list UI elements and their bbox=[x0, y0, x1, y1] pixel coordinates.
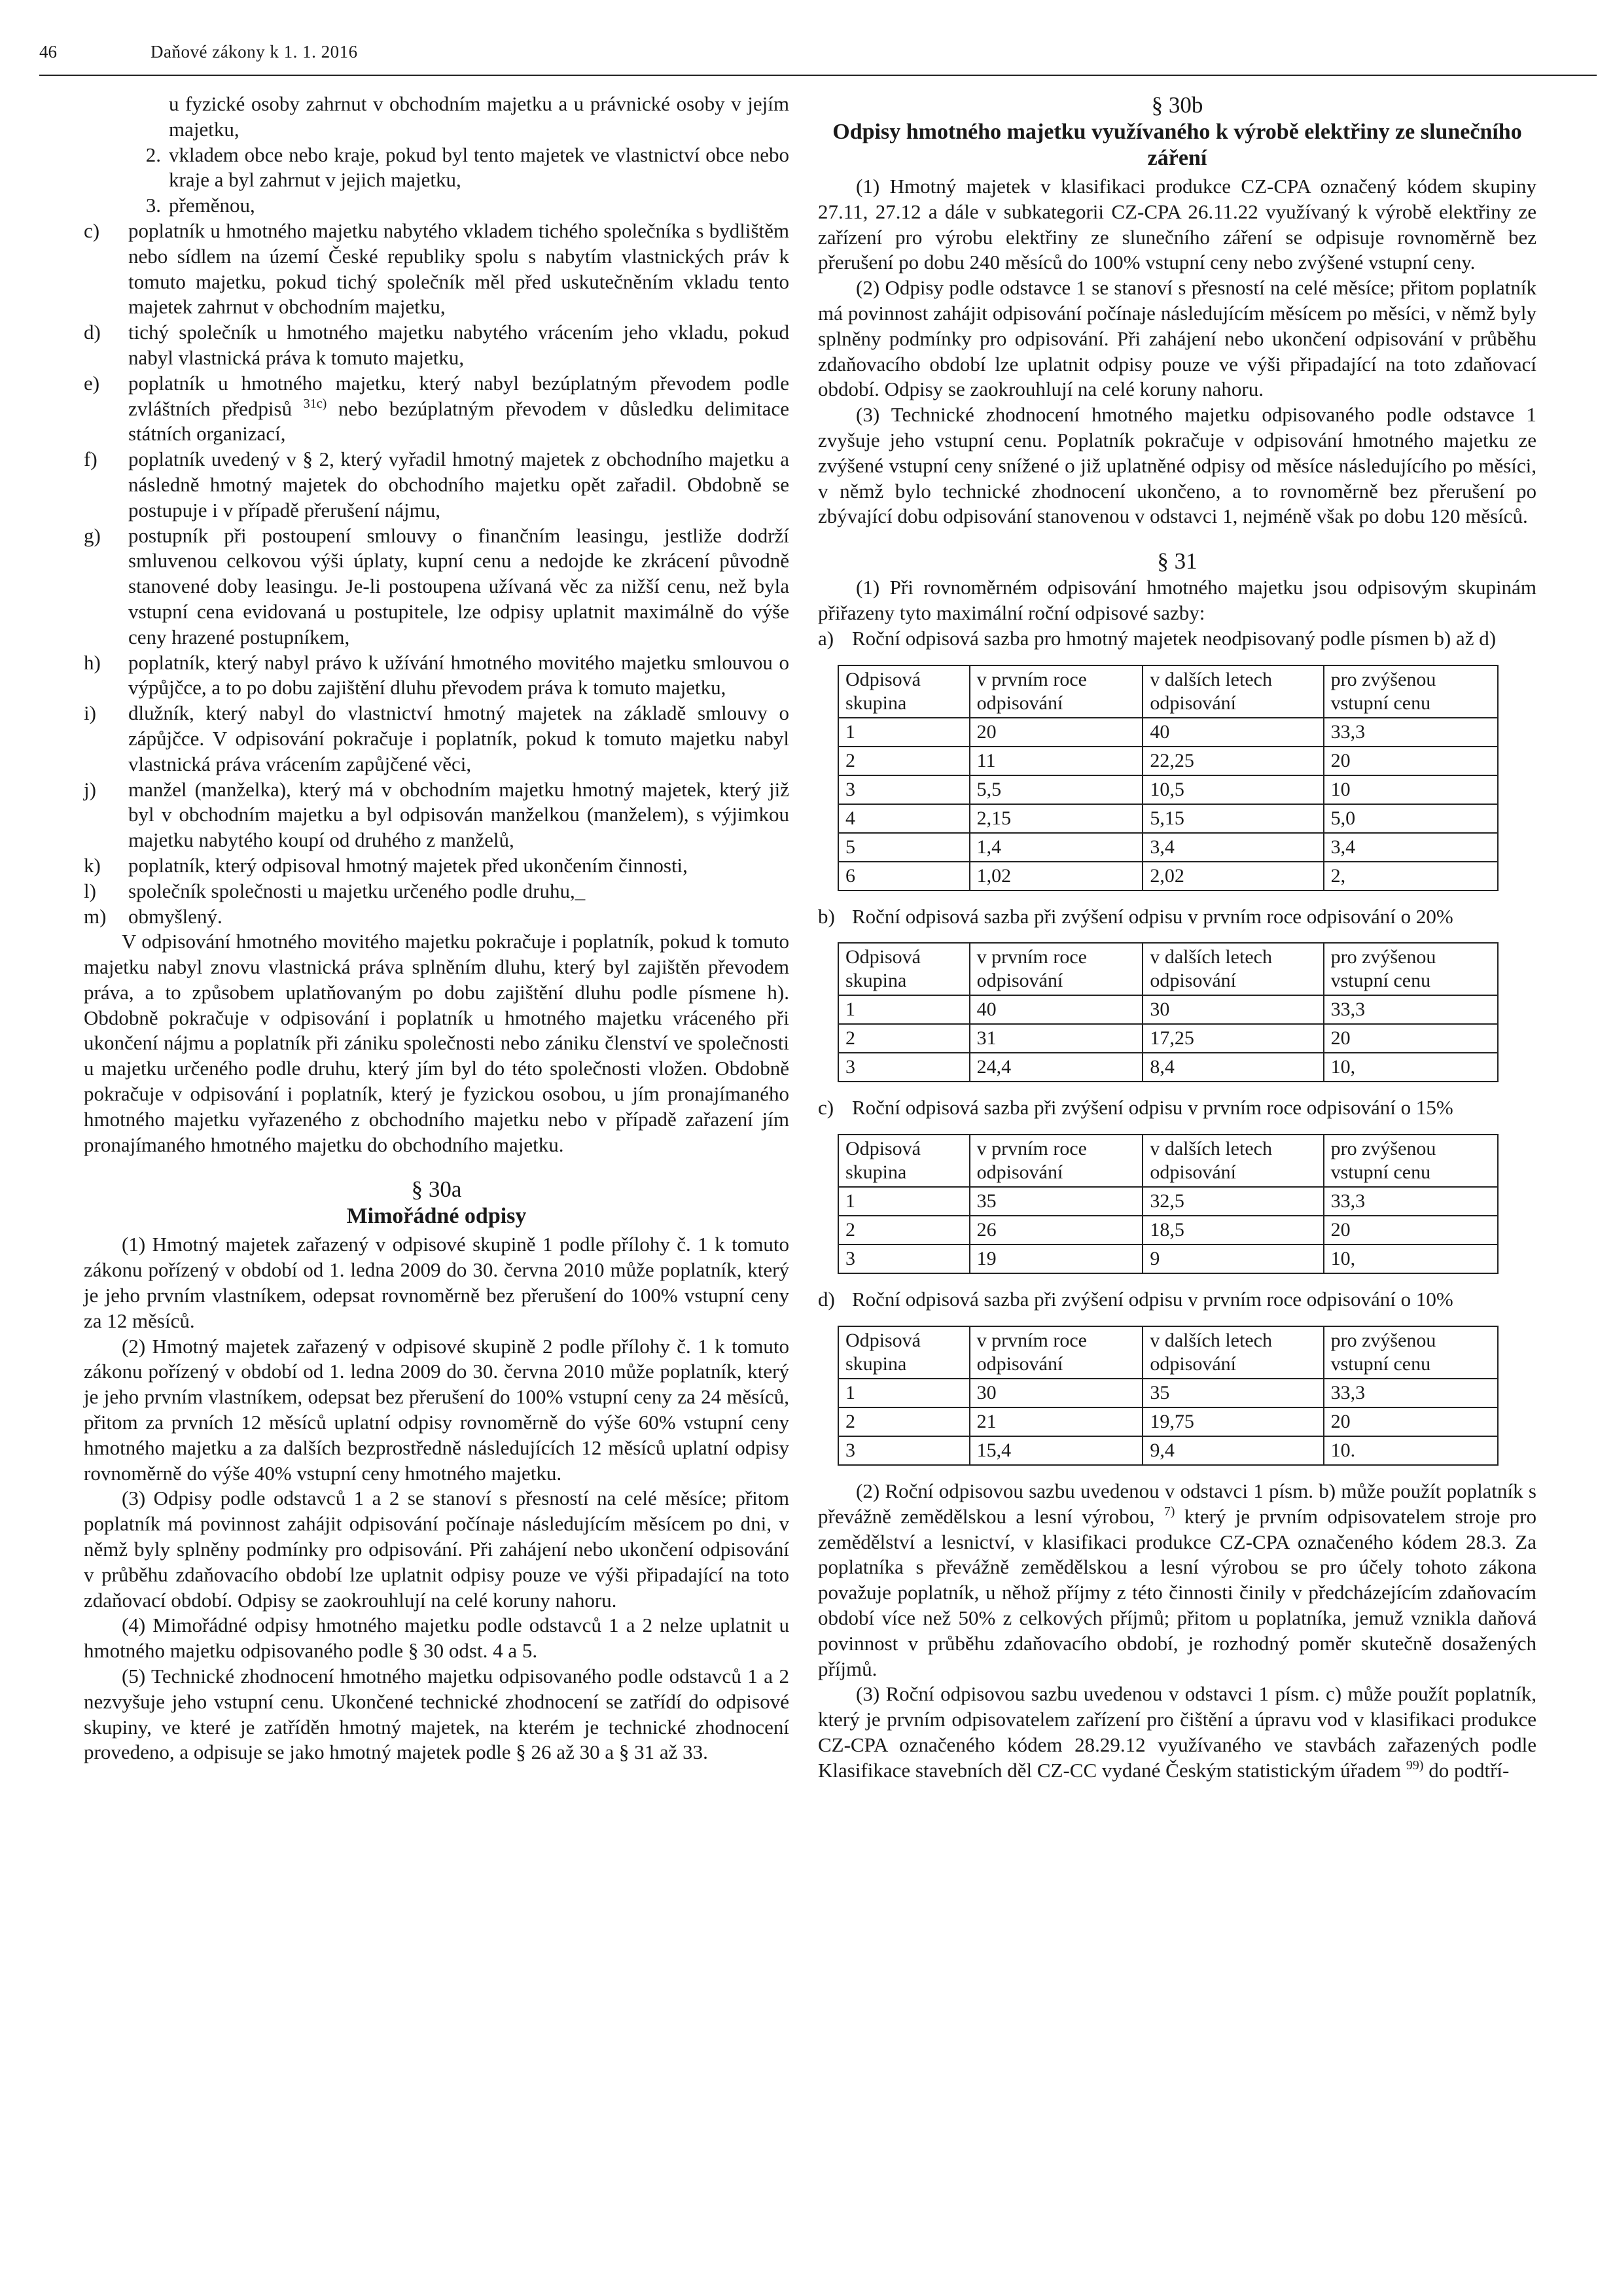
table-cell: 40 bbox=[1143, 718, 1323, 747]
page-header bbox=[39, 41, 1597, 76]
paragraph: (1) Při rovnoměrném odpisování hmotného majetku jsou odpisovým skupinám přiřazeny tyto maximální roční odpisové sazby: bbox=[818, 576, 1536, 624]
table-cell: 18,5 bbox=[1143, 1216, 1323, 1245]
table-cell: 10 bbox=[1324, 775, 1498, 804]
rate-table-c bbox=[838, 1134, 1499, 1274]
list-text: vkladem obce nebo kraje, pokud byl tento majetek ve vlastnictví obce nebo kraje a byl zahrnut v jejich majetku, bbox=[169, 143, 789, 192]
table-cell: 2, bbox=[1324, 862, 1498, 891]
table-cell: 3 bbox=[838, 1245, 970, 1273]
section-number: § 31 bbox=[1157, 548, 1198, 574]
footnote-ref: 99) bbox=[1406, 1757, 1424, 1773]
section-number: § 30a bbox=[411, 1176, 462, 1203]
table-header-cell: v dalších letech odpisování bbox=[1143, 1326, 1323, 1379]
list-marker: b) bbox=[818, 904, 835, 928]
table-cell: 9,4 bbox=[1143, 1436, 1323, 1465]
rate-table-a bbox=[838, 665, 1499, 891]
list-marker: g) bbox=[84, 523, 101, 547]
table-cell: 10,5 bbox=[1143, 775, 1323, 804]
table-cell: 2,15 bbox=[970, 804, 1143, 833]
table-row bbox=[838, 833, 1498, 862]
paragraph: (5) Technické zhodnocení hmotného majetku odpisovaného podle odstavců 1 a 2 nezvyšuje jeho vstupní cenu. Ukončené technické zhodnocení se zatřídí do odpisové skupiny, ve které je zatříděn hmotný majetek, na kterém je technické zhodnocení provedeno, a odpisuje se jako hmotný majetek podle § 26 až 30 a § 31 až 33. bbox=[84, 1665, 789, 1764]
section-title: Odpisy hmotného majetku využívaného k výrobě elektřiny ze slunečního záření bbox=[832, 120, 1522, 170]
table-caption-b bbox=[818, 904, 1536, 930]
list-text-part: poplatník u hmotného majetku, který nabyl bezúplatným převodem podle zvláštních předpisů bbox=[128, 371, 789, 420]
table-cell: 1 bbox=[838, 1379, 970, 1407]
footnote-ref: 7) bbox=[1163, 1504, 1175, 1519]
table-cell: 5,15 bbox=[1143, 804, 1323, 833]
rate-table-d bbox=[838, 1326, 1499, 1466]
list-marker: d) bbox=[818, 1288, 835, 1311]
table-row bbox=[838, 1216, 1498, 1245]
table-cell: 3,4 bbox=[1324, 833, 1498, 862]
list-item-m bbox=[84, 904, 789, 930]
table-cell: 33,3 bbox=[1324, 1379, 1498, 1407]
table-header-row bbox=[838, 665, 1498, 718]
table-cell: 33,3 bbox=[1324, 1187, 1498, 1216]
list-marker: e) bbox=[84, 371, 100, 395]
list-text: přeměnou, bbox=[169, 194, 255, 217]
table-cell: 31 bbox=[970, 1024, 1143, 1053]
list-item-c bbox=[84, 219, 789, 320]
table-row bbox=[838, 1379, 1498, 1407]
table-cell: 21 bbox=[970, 1407, 1143, 1436]
list-marker: a) bbox=[818, 626, 834, 650]
table-cell: 22,25 bbox=[1143, 747, 1323, 775]
table-header-cell: v prvním roce odpisování bbox=[970, 943, 1143, 995]
table-cell: 3 bbox=[838, 1053, 970, 1082]
table-cell: 33,3 bbox=[1324, 995, 1498, 1024]
list-marker: l) bbox=[84, 879, 96, 902]
table-cell: 2 bbox=[838, 1407, 970, 1436]
paragraph bbox=[818, 1479, 1536, 1682]
continued-text: u fyzické osoby zahrnut v obchodním majetku a u právnické osoby v jejím majetku, bbox=[169, 92, 789, 141]
list-text: dlužník, který nabyl do vlastnictví hmotný majetek na základě smlouvy o zápůjčce. V odpisování pokračuje i poplatník, pokud k tomuto majetku nabyl vlastnická práva vrácením zapůjčené věci, bbox=[128, 701, 789, 775]
table-header-cell: pro zvýšenou vstupní cenu bbox=[1324, 943, 1498, 995]
list-item-d bbox=[84, 320, 789, 371]
table-header-cell: Odpisová skupina bbox=[838, 1326, 970, 1379]
table-header-cell: v dalších letech odpisování bbox=[1143, 943, 1323, 995]
table-cell: 10, bbox=[1324, 1053, 1498, 1082]
table-cell: 30 bbox=[1143, 995, 1323, 1024]
table-row bbox=[838, 1245, 1498, 1273]
table-row bbox=[838, 718, 1498, 747]
table-cell: 32,5 bbox=[1143, 1187, 1323, 1216]
table-cell: 8,4 bbox=[1143, 1053, 1323, 1082]
paragraph-part: (3) Roční odpisovou sazbu uvedenou v odstavci 1 písm. c) může použít poplatník, který je prvním odpisovatelem zařízení pro čištění a úpravu vod v klasifikaci produkce CZ-CPA označeného kódem 28.29.12 využívaného ve stavbách zařazených podle Klasifikace stavebních děl CZ-CC vydané Českým statistickým úřadem bbox=[818, 1682, 1536, 1782]
list-text: manžel (manželka), který má v obchodním majetku hmotný majetek, který již byl v obchodním majetku a byl odpisován manželkou (manželem), s výjimkou majetku nabytého koupí od druhého z manželů, bbox=[128, 777, 789, 852]
paragraph: (3) Odpisy podle odstavců 1 a 2 se stanoví s přesností na celé měsíce; přitom poplatník má povinnost zahájit odpisování počínaje následujícím měsícem po dni, v němž byly splněny podmínky pro odpisování. Při zahájení nebo ukončení odpisování v průběhu zdaňovacího období lze uplatnit odpisy pouze ve výši připadající na toto zdaňovací období. Odpisy se zaokrouhlují na celé koruny nahoru. bbox=[84, 1487, 789, 1612]
left-column bbox=[84, 92, 789, 1765]
list-text: poplatník u hmotného majetku nabytého vkladem tichého společníka s bydlištěm nebo sídlem na území České republiky spolu s nabytím vlastnických práv k tomuto majetku, pokud tichý společník měl před uskutečněním vkladu tento majetek zahrnut v obchodním majetku, bbox=[128, 219, 789, 319]
section-title: Mimořádné odpisy bbox=[346, 1204, 527, 1229]
right-column bbox=[818, 92, 1536, 1784]
list-item-l bbox=[84, 879, 789, 904]
table-caption: Roční odpisová sazba při zvýšení odpisu v prvním roce odpisování o 20% bbox=[852, 904, 1453, 928]
list-item-2 bbox=[84, 143, 789, 194]
paragraph-part: (2) Roční odpisovou sazbu uvedenou v odstavci 1 písm. b) může použít poplatník s převážně zemědělskou a lesní výrobou, bbox=[818, 1479, 1536, 1528]
section-number: § 30b bbox=[1151, 92, 1203, 118]
table-header-cell: v dalších letech odpisování bbox=[1143, 665, 1323, 718]
table-cell: 1,4 bbox=[970, 833, 1143, 862]
table-cell: 35 bbox=[970, 1187, 1143, 1216]
table-cell: 20 bbox=[970, 718, 1143, 747]
table-cell: 11 bbox=[970, 747, 1143, 775]
list-marker: c) bbox=[818, 1096, 834, 1120]
list-item-f bbox=[84, 447, 789, 523]
table-cell: 24,4 bbox=[970, 1053, 1143, 1082]
paragraph bbox=[818, 1682, 1536, 1783]
table-cell: 20 bbox=[1324, 1216, 1498, 1245]
table-cell: 19 bbox=[970, 1245, 1143, 1273]
table-cell: 2 bbox=[838, 1216, 970, 1245]
table-cell: 19,75 bbox=[1143, 1407, 1323, 1436]
paragraph: (4) Mimořádné odpisy hmotného majetku podle odstavců 1 a 2 nelze uplatnit u hmotného majetku odpisovaného podle § 30 odst. 4 a 5. bbox=[84, 1614, 789, 1663]
paragraph: (2) Hmotný majetek zařazený v odpisové skupině 2 podle přílohy č. 1 k tomuto zákonu pořízený v období od 1. ledna 2009 do 30. června 2010 může poplatník, který je jeho prvním vlastníkem, odepsat bez přerušení do 100% vstupní ceny za 24 měsíců, přitom za prvních 12 měsíců uplatní odpisy rovnoměrně do výše 60% vstupní ceny hmotného majetku a za dalších bezprostředně následujících 12 měsíců uplatní odpisy rovnoměrně do výše 40% vstupní ceny hmotného majetku. bbox=[84, 1334, 789, 1485]
table-header-cell: v dalších letech odpisování bbox=[1143, 1135, 1323, 1187]
list-item-g bbox=[84, 523, 789, 650]
table-cell: 30 bbox=[970, 1379, 1143, 1407]
paragraph: (2) Odpisy podle odstavce 1 se stanoví s přesností na celé měsíce; přitom poplatník má povinnost zahájit odpisování počínaje následujícím měsícem po měsíci, v němž byly splněny podmínky pro odpisování. Při zahájení nebo ukončení odpisování v průběhu zdaňovacího období lze uplatnit odpisy pouze ve výši připadající na toto zdaňovací období. Odpisy se zaokrouhlují na celé koruny nahoru. bbox=[818, 276, 1536, 401]
table-header-cell: v prvním roce odpisování bbox=[970, 1135, 1143, 1187]
list-text: obmyšlený. bbox=[128, 904, 222, 928]
list-marker: d) bbox=[84, 321, 101, 344]
list-marker: 2. bbox=[145, 143, 161, 166]
list-marker: h) bbox=[84, 650, 101, 674]
table-caption-d bbox=[818, 1287, 1536, 1313]
table-cell: 5,5 bbox=[970, 775, 1143, 804]
list-marker: m) bbox=[84, 904, 107, 928]
table-cell: 26 bbox=[970, 1216, 1143, 1245]
table-row bbox=[838, 995, 1498, 1024]
list-marker: 3. bbox=[145, 194, 161, 217]
table-caption: Roční odpisová sazba při zvýšení odpisu v prvním roce odpisování o 10% bbox=[852, 1288, 1453, 1311]
table-header-cell: Odpisová skupina bbox=[838, 665, 970, 718]
table-cell: 40 bbox=[970, 995, 1143, 1024]
table-cell: 6 bbox=[838, 862, 970, 891]
table-header-cell: v prvním roce odpisování bbox=[970, 665, 1143, 718]
list-item-e bbox=[84, 371, 789, 447]
table-cell: 1 bbox=[838, 718, 970, 747]
paragraph: (1) Hmotný majetek v klasifikaci produkce CZ-CPA označený kódem skupiny 27.11, 27.12 a dále v subkategorii CZ-CPA 26.11.22 využívaný k výrobě elektřiny ze zařízení pro výrobu elektřiny ze slunečního záření se odpisuje rovnoměrně bez přerušení po dobu 240 měsíců do 100% vstupní ceny nebo zvýšené vstupní ceny. bbox=[818, 175, 1536, 274]
paragraph-part: který je prvním odpisovatelem stroje pro zemědělství a lesnictví, v klasifikaci produkce CZ-CPA označeného kódem 28.3. Za poplatníka s převážně zemědělskou a lesní výrobou se pro účely tohoto zákona považuje poplatník, u něhož příjmy z této činnosti činily v předcházejícím zdaňovacím období více než 50% z celkových příjmů; přitom u poplatníka, jemuž vznikla daňová povinnost v průběhu zdaňovacího období, je rozhodný poměr skutečně dosažených příjmů. bbox=[818, 1504, 1536, 1680]
table-cell: 1 bbox=[838, 1187, 970, 1216]
list-item-k bbox=[84, 853, 789, 879]
table-cell: 9 bbox=[1143, 1245, 1323, 1273]
list-text: postupník při postoupení smlouvy o finančním leasingu, jestliže dodrží smluvenou celkovou výši úplaty, kupní cenu a nedojde ke zkrácení původně stanovené doby leasingu. Je-li postoupena užívaná věc za nižší cenu, než byla vstupní cena evidovaná u postupitele, lze odpisy uplatnit maximálně do výše ceny hrazené postupníkem, bbox=[128, 523, 789, 648]
table-cell: 5,0 bbox=[1324, 804, 1498, 833]
table-cell: 2 bbox=[838, 747, 970, 775]
page-number: 46 bbox=[39, 42, 57, 62]
paragraph: V odpisování hmotného movitého majetku pokračuje i poplatník, pokud k tomuto majetku nabyl znovu vlastnická práva splněním dluhu, který byl zajištěn převodem práva, a to způsobem uplatňovaným po dobu zajištění dluhu podle písmene h). Obdobně pokračuje v odpisování i poplatník u hmotného majetku vráceného při ukončení nájmu a poplatník při zániku společnosti nebo zániku členství ve společnosti u majetku určeného podle druhu, který jím byl do této společnosti vložen. Obdobně pokračuje v odpisování i poplatník, který je fyzickou osobou, u jím pronajímaného hmotného majetku vyřazeného z obchodního majetku nebo v případě zařazení jím pronajímaného hmotného majetku do obchodního majetku. bbox=[84, 930, 789, 1156]
list-text: společník společnosti u majetku určeného podle druhu,_ bbox=[128, 879, 586, 902]
table-header-cell: pro zvýšenou vstupní cenu bbox=[1324, 665, 1498, 718]
table-row bbox=[838, 1187, 1498, 1216]
footnote-ref: 31c) bbox=[303, 396, 327, 411]
table-cell: 5 bbox=[838, 833, 970, 862]
list-marker: i) bbox=[84, 701, 96, 725]
table-row bbox=[838, 862, 1498, 891]
list-item-h bbox=[84, 650, 789, 701]
table-cell: 1,02 bbox=[970, 862, 1143, 891]
paragraph: (1) Hmotný majetek zařazený v odpisové skupině 1 podle přílohy č. 1 k tomuto zákonu pořízený v období od 1. ledna 2009 do 30. června 2010 může poplatník, který je jeho prvním vlastníkem, odepsat rovnoměrně bez přerušení do 100% vstupní ceny za 12 měsíců. bbox=[84, 1233, 789, 1332]
table-cell: 4 bbox=[838, 804, 970, 833]
table-cell: 15,4 bbox=[970, 1436, 1143, 1465]
table-cell: 3 bbox=[838, 775, 970, 804]
paragraph: (3) Technické zhodnocení hmotného majetku odpisovaného podle odstavce 1 zvyšuje jeho vstupní cenu. Poplatník pokračuje v odpisování hmotného majetku ze zvýšené vstupní ceny snížené o již uplatněné odpisy od měsíce následujícího po měsíci, v němž bylo technické zhodnocení ukončeno, a to rovnoměrně bez přerušení po zbývající dobu odpisování stanovenou v odstavci 1, nejméně však po dobu 120 měsíců. bbox=[818, 403, 1536, 528]
table-cell: 2 bbox=[838, 1024, 970, 1053]
rate-table-b bbox=[838, 942, 1499, 1082]
table-header-cell: Odpisová skupina bbox=[838, 1135, 970, 1187]
table-row bbox=[838, 1024, 1498, 1053]
table-cell: 20 bbox=[1324, 1407, 1498, 1436]
table-cell: 3 bbox=[838, 1436, 970, 1465]
list-text: poplatník uvedený v § 2, který vyřadil hmotný majetek z obchodního majetku a následně hmotný majetek do obchodního majetku opět zařadil. Obdobně se postupuje i v případě přerušení nájmu, bbox=[128, 448, 789, 521]
table-header-cell: pro zvýšenou vstupní cenu bbox=[1324, 1135, 1498, 1187]
table-row bbox=[838, 1407, 1498, 1436]
list-marker: f) bbox=[84, 448, 98, 471]
table-cell: 10, bbox=[1324, 1245, 1498, 1273]
list-marker: j) bbox=[84, 777, 96, 801]
table-header-row bbox=[838, 943, 1498, 995]
list-item-j bbox=[84, 777, 789, 853]
list-text: poplatník, který nabyl právo k užívání hmotného movitého majetku smlouvou o výpůjčce, a to po dobu zajištění dluhu převodem práva k tomuto majetku, bbox=[128, 650, 789, 699]
table-cell: 20 bbox=[1324, 1024, 1498, 1053]
table-row bbox=[838, 775, 1498, 804]
table-cell: 10. bbox=[1324, 1436, 1498, 1465]
table-header-cell: pro zvýšenou vstupní cenu bbox=[1324, 1326, 1498, 1379]
list-text: tichý společník u hmotného majetku nabytého vrácením jeho vkladu, pokud nabyl vlastnická práva k tomuto majetku, bbox=[128, 321, 789, 369]
table-caption-c bbox=[818, 1095, 1536, 1121]
list-text: poplatník, který odpisoval hmotný majetek před ukončením činnosti, bbox=[128, 853, 688, 877]
list-marker: k) bbox=[84, 853, 101, 877]
table-cell: 2,02 bbox=[1143, 862, 1323, 891]
table-row bbox=[838, 747, 1498, 775]
table-caption-a bbox=[818, 626, 1536, 652]
table-row bbox=[838, 804, 1498, 833]
table-header-row bbox=[838, 1326, 1498, 1379]
table-cell: 1 bbox=[838, 995, 970, 1024]
table-cell: 33,3 bbox=[1324, 718, 1498, 747]
table-header-cell: Odpisová skupina bbox=[838, 943, 970, 995]
table-header-cell: v prvním roce odpisování bbox=[970, 1326, 1143, 1379]
table-cell: 20 bbox=[1324, 747, 1498, 775]
list-marker: c) bbox=[84, 219, 100, 242]
table-cell: 17,25 bbox=[1143, 1024, 1323, 1053]
table-cell: 35 bbox=[1143, 1379, 1323, 1407]
list-text bbox=[128, 371, 789, 447]
list-item-3 bbox=[84, 193, 789, 219]
table-cell: 3,4 bbox=[1143, 833, 1323, 862]
list-item-i bbox=[84, 701, 789, 777]
table-header-row bbox=[838, 1135, 1498, 1187]
table-caption: Roční odpisová sazba při zvýšení odpisu v prvním roce odpisování o 15% bbox=[852, 1096, 1453, 1120]
paragraph-part: do podtří- bbox=[1423, 1758, 1510, 1782]
table-row bbox=[838, 1436, 1498, 1465]
table-row bbox=[838, 1053, 1498, 1082]
running-title: Daňové zákony k 1. 1. 2016 bbox=[151, 42, 358, 62]
table-caption: Roční odpisová sazba pro hmotný majetek neodpisovaný podle písmen b) až d) bbox=[852, 626, 1497, 650]
list-text-part: nebo bezúplatným převodem v důsledku delimitace státních organizací, bbox=[128, 397, 789, 446]
